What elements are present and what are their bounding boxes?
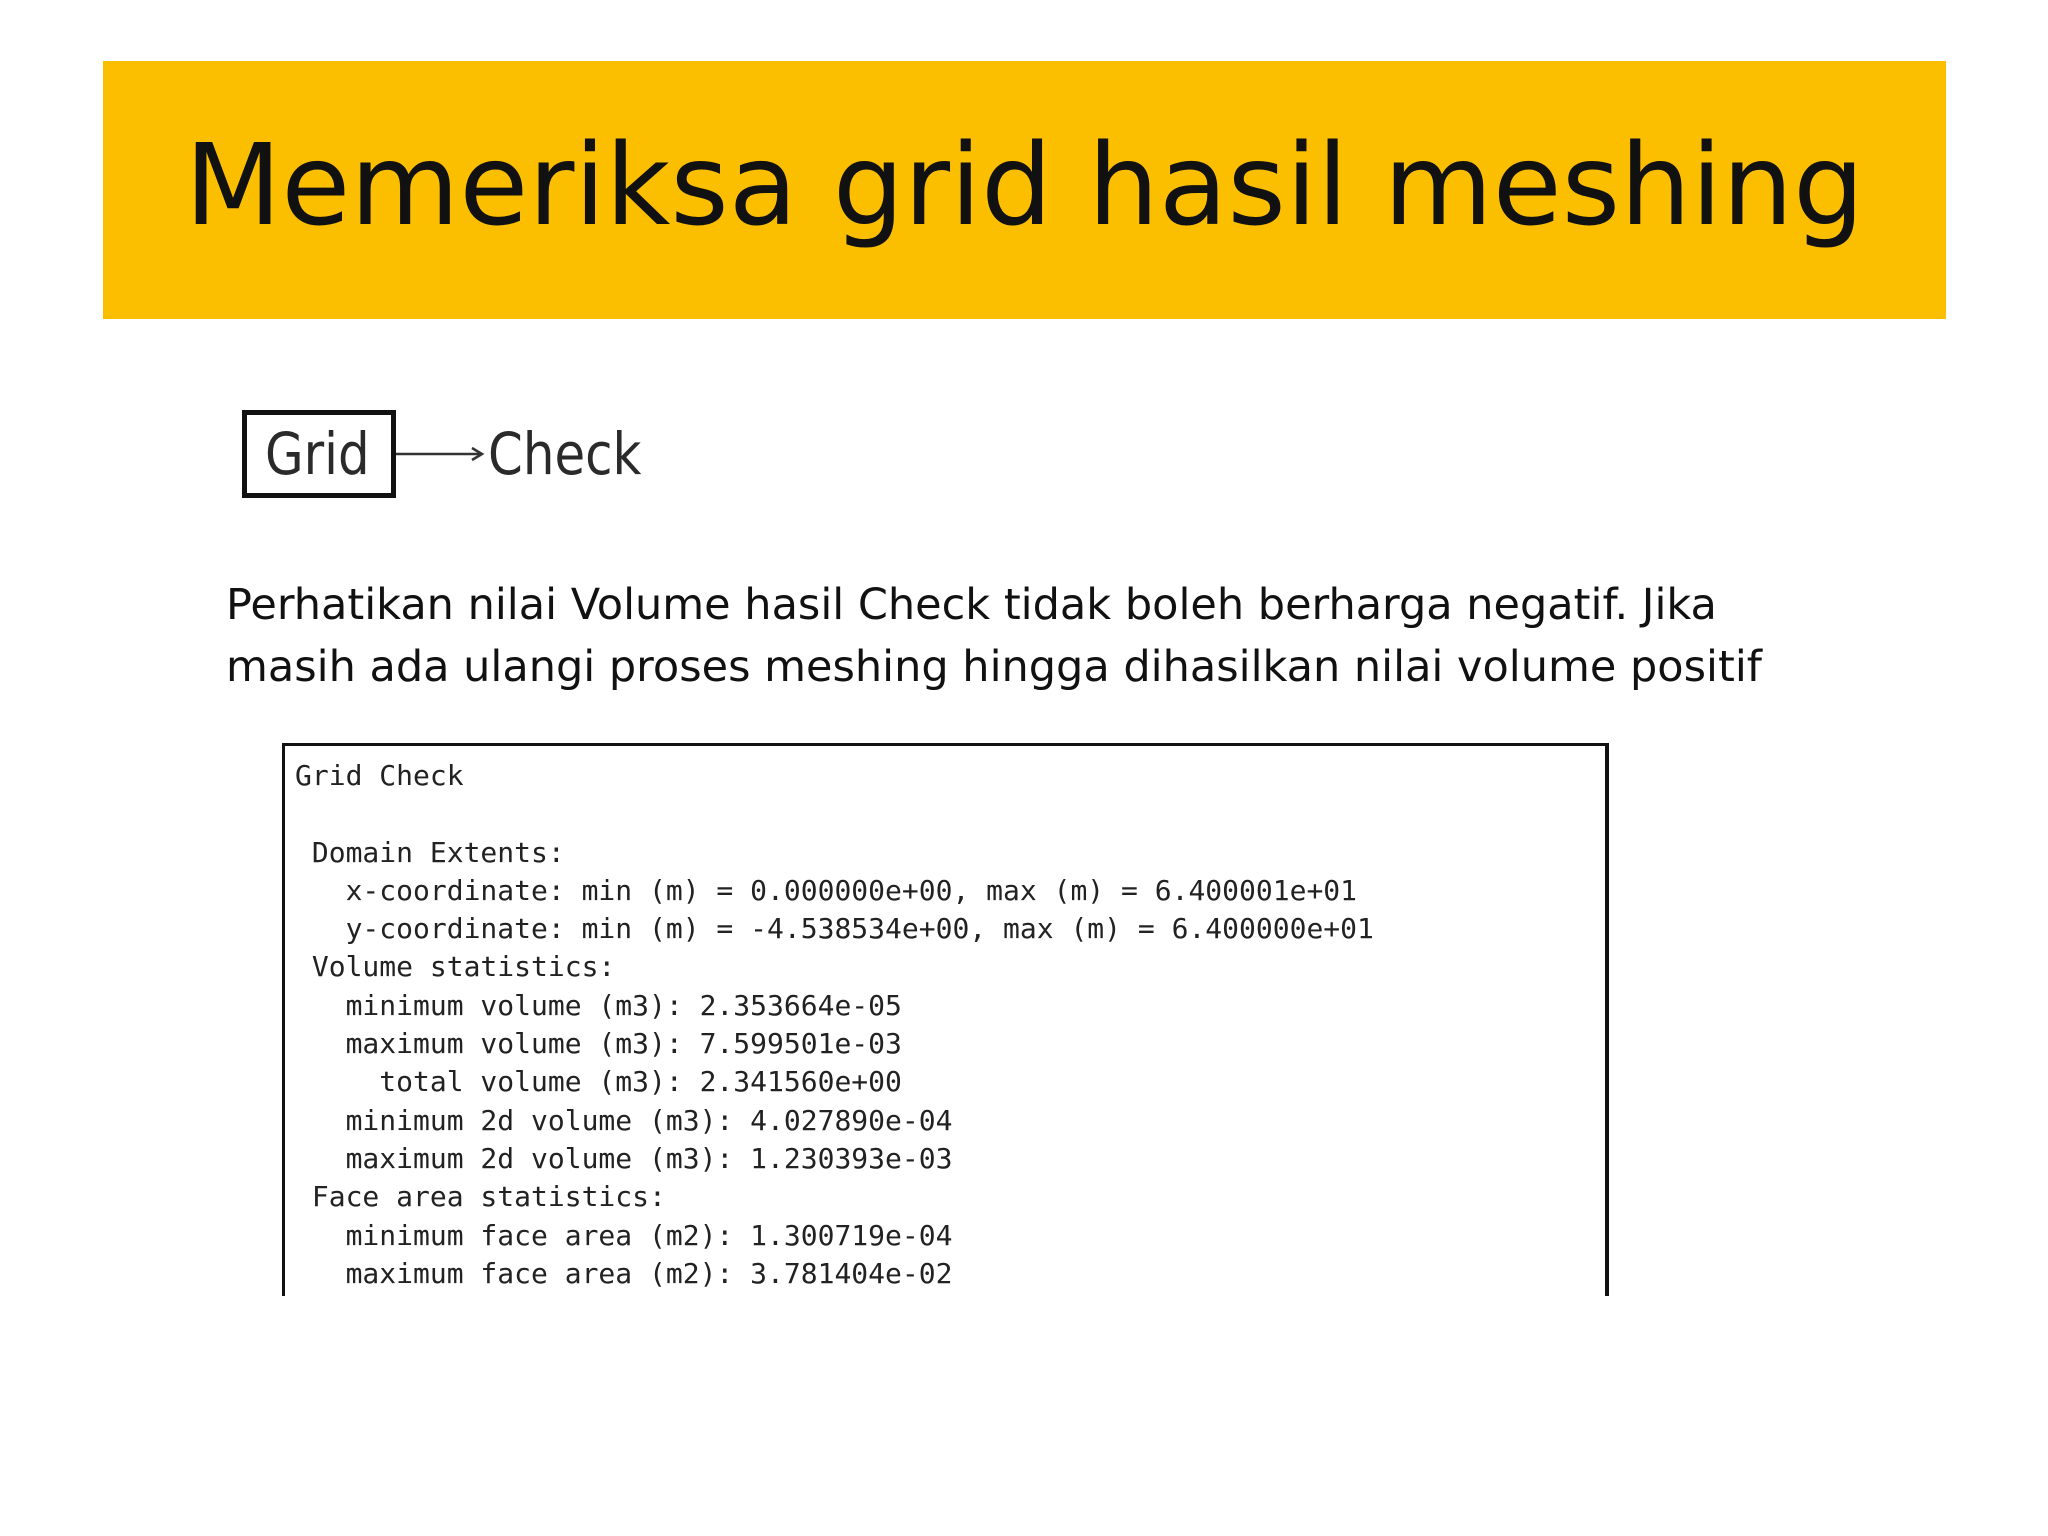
menu-item-grid-label: Grid bbox=[265, 420, 370, 488]
console-line: total volume (m3): 2.341560e+00 bbox=[295, 1065, 902, 1099]
description bbox=[226, 574, 1786, 698]
right-arrow-icon bbox=[396, 442, 488, 466]
console-line: minimum 2d volume (m3): 4.027890e-04 bbox=[295, 1103, 953, 1137]
menu-item-check[interactable]: Check bbox=[487, 420, 642, 488]
console-line: minimum face area (m2): 1.300719e-04 bbox=[295, 1218, 953, 1252]
console-line: maximum 2d volume (m3): 1.230393e-03 bbox=[295, 1141, 953, 1175]
console-line: Volume statistics: bbox=[295, 950, 616, 984]
console-line: minimum volume (m3): 2.353664e-05 bbox=[295, 988, 902, 1022]
menu-path bbox=[242, 405, 666, 503]
console-line: y-coordinate: min (m) = -4.538534e+00, max (m) = 6.400000e+01 bbox=[295, 912, 1374, 946]
slide-title: Memeriksa grid hasil meshing bbox=[184, 121, 1865, 251]
menu-item-grid[interactable] bbox=[242, 410, 396, 498]
description-line-2: masih ada ulangi proses meshing hingga dihasilkan nilai volume positif bbox=[226, 642, 1762, 692]
console-output bbox=[285, 746, 1605, 1293]
console-line: maximum volume (m3): 7.599501e-03 bbox=[295, 1027, 902, 1061]
title-bar bbox=[103, 61, 1946, 319]
console-line: Face area statistics: bbox=[295, 1180, 666, 1214]
console-line bbox=[295, 795, 1605, 833]
console-line: Grid Check bbox=[295, 759, 464, 792]
console-line: Domain Extents: bbox=[295, 835, 565, 869]
description-line-1: Perhatikan nilai Volume hasil Check tidak boleh berharga negatif. Jika bbox=[226, 580, 1717, 630]
console-line: x-coordinate: min (m) = 0.000000e+00, max (m) = 6.400001e+01 bbox=[295, 873, 1358, 907]
grid-check-console bbox=[282, 743, 1609, 1296]
console-line: maximum face area (m2): 3.781404e-02 bbox=[295, 1256, 953, 1290]
